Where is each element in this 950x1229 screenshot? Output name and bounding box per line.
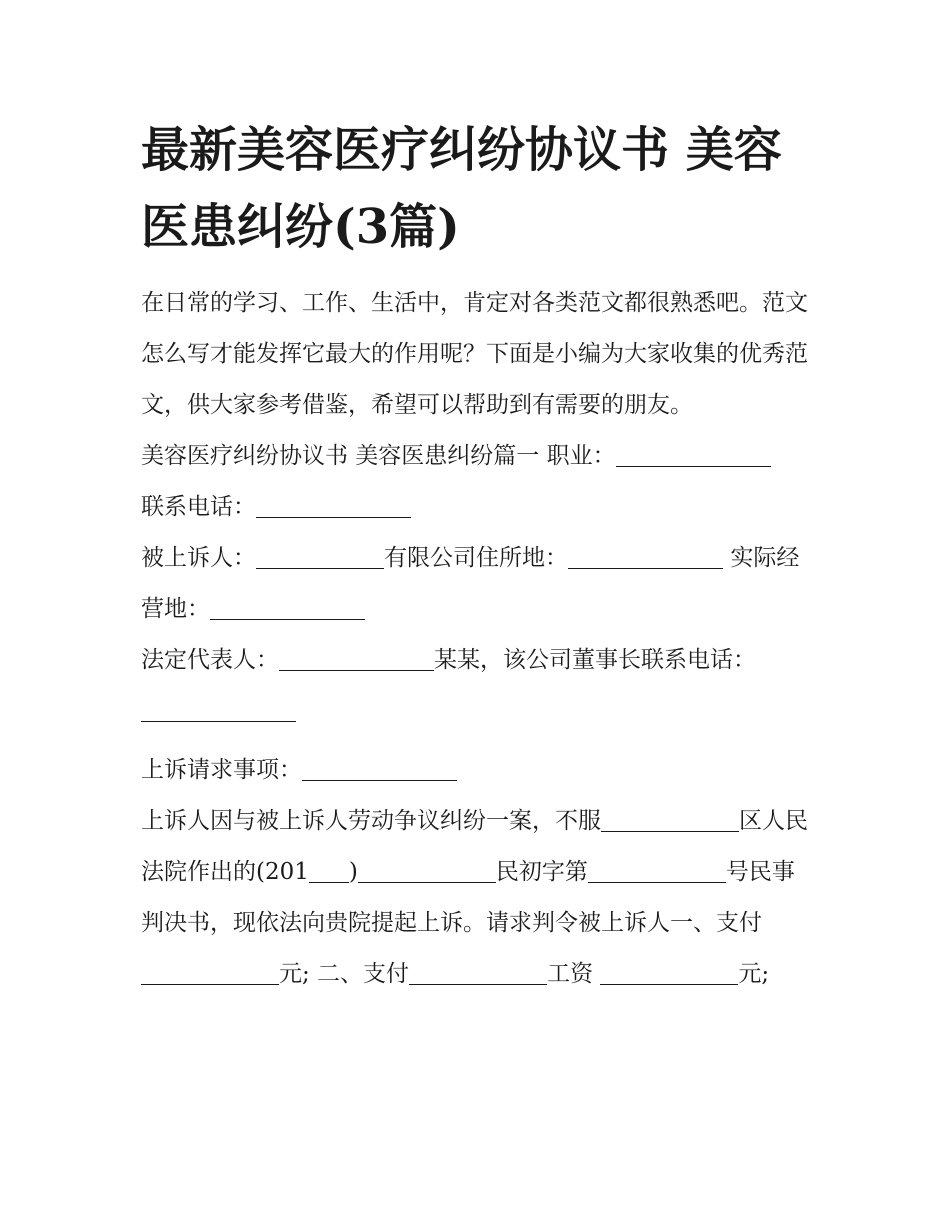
appellee-label: 被上诉人： (141, 545, 256, 571)
section-heading: 美容医疗纠纷协议书 美容医患纠纷篇一 职业： (141, 443, 616, 469)
wage-blank (600, 958, 738, 985)
body-text-h: 元; (738, 961, 770, 987)
legal-rep-phone-blank (141, 695, 296, 722)
occupation-blank (616, 440, 771, 467)
intro-paragraph: 在日常的学习、工作、生活中，肯定对各类范文都很熟悉吧。范文怎么写才能发挥它最大的作用呢？下面是小编为大家收集的优秀范文，供大家参考借鉴，希望可以帮助到有需要的朋友。 (141, 290, 808, 418)
appellee-line (141, 533, 813, 635)
body-text-e: 号民事判决书，现依法向贵院提起上诉。请求判令被上诉人一、支付 (141, 859, 795, 936)
case-prefix-blank (358, 856, 496, 883)
company-address-blank (568, 542, 723, 569)
phone-blank (256, 491, 411, 518)
body-text-a: 上诉人因与被上诉人劳动争议纠纷一案，不服 (141, 808, 601, 834)
actual-address-blank (210, 593, 365, 620)
legal-rep-blank (279, 644, 434, 671)
body-text-f: 元; 二、支付 (279, 961, 410, 987)
legal-rep-line (141, 635, 813, 737)
legal-rep-suffix: 某某，该公司董事长联系电话： (434, 647, 756, 673)
body-text-g: 工资 (547, 961, 594, 987)
document-page (141, 112, 813, 1000)
legal-rep-label: 法定代表人： (141, 647, 279, 673)
case-number-blank (588, 856, 726, 883)
body-text-c: ) (348, 859, 358, 885)
document-title: 最新美容医疗纠纷协议书 美容医患纠纷(3篇) (141, 122, 782, 255)
amount-two-blank (409, 958, 547, 985)
phone-label: 联系电话： (141, 494, 256, 520)
body-text-b: 区人民法院作出的(201 (141, 808, 808, 885)
actual-label: 实际经营地： (141, 545, 800, 622)
phone-line (141, 482, 813, 533)
company-address-label: 有限公司住所地： (384, 545, 568, 571)
spacer (141, 737, 813, 745)
section-heading-line (141, 431, 813, 482)
body-text-d: 民初字第 (495, 859, 588, 885)
amount-one-blank (141, 958, 279, 985)
district-blank (601, 805, 739, 832)
request-line (141, 745, 813, 796)
body-paragraph (141, 796, 813, 1000)
request-label: 上诉请求事项： (141, 757, 302, 783)
year-blank (309, 856, 349, 883)
appellee-blank (256, 542, 384, 569)
request-blank (302, 754, 457, 781)
